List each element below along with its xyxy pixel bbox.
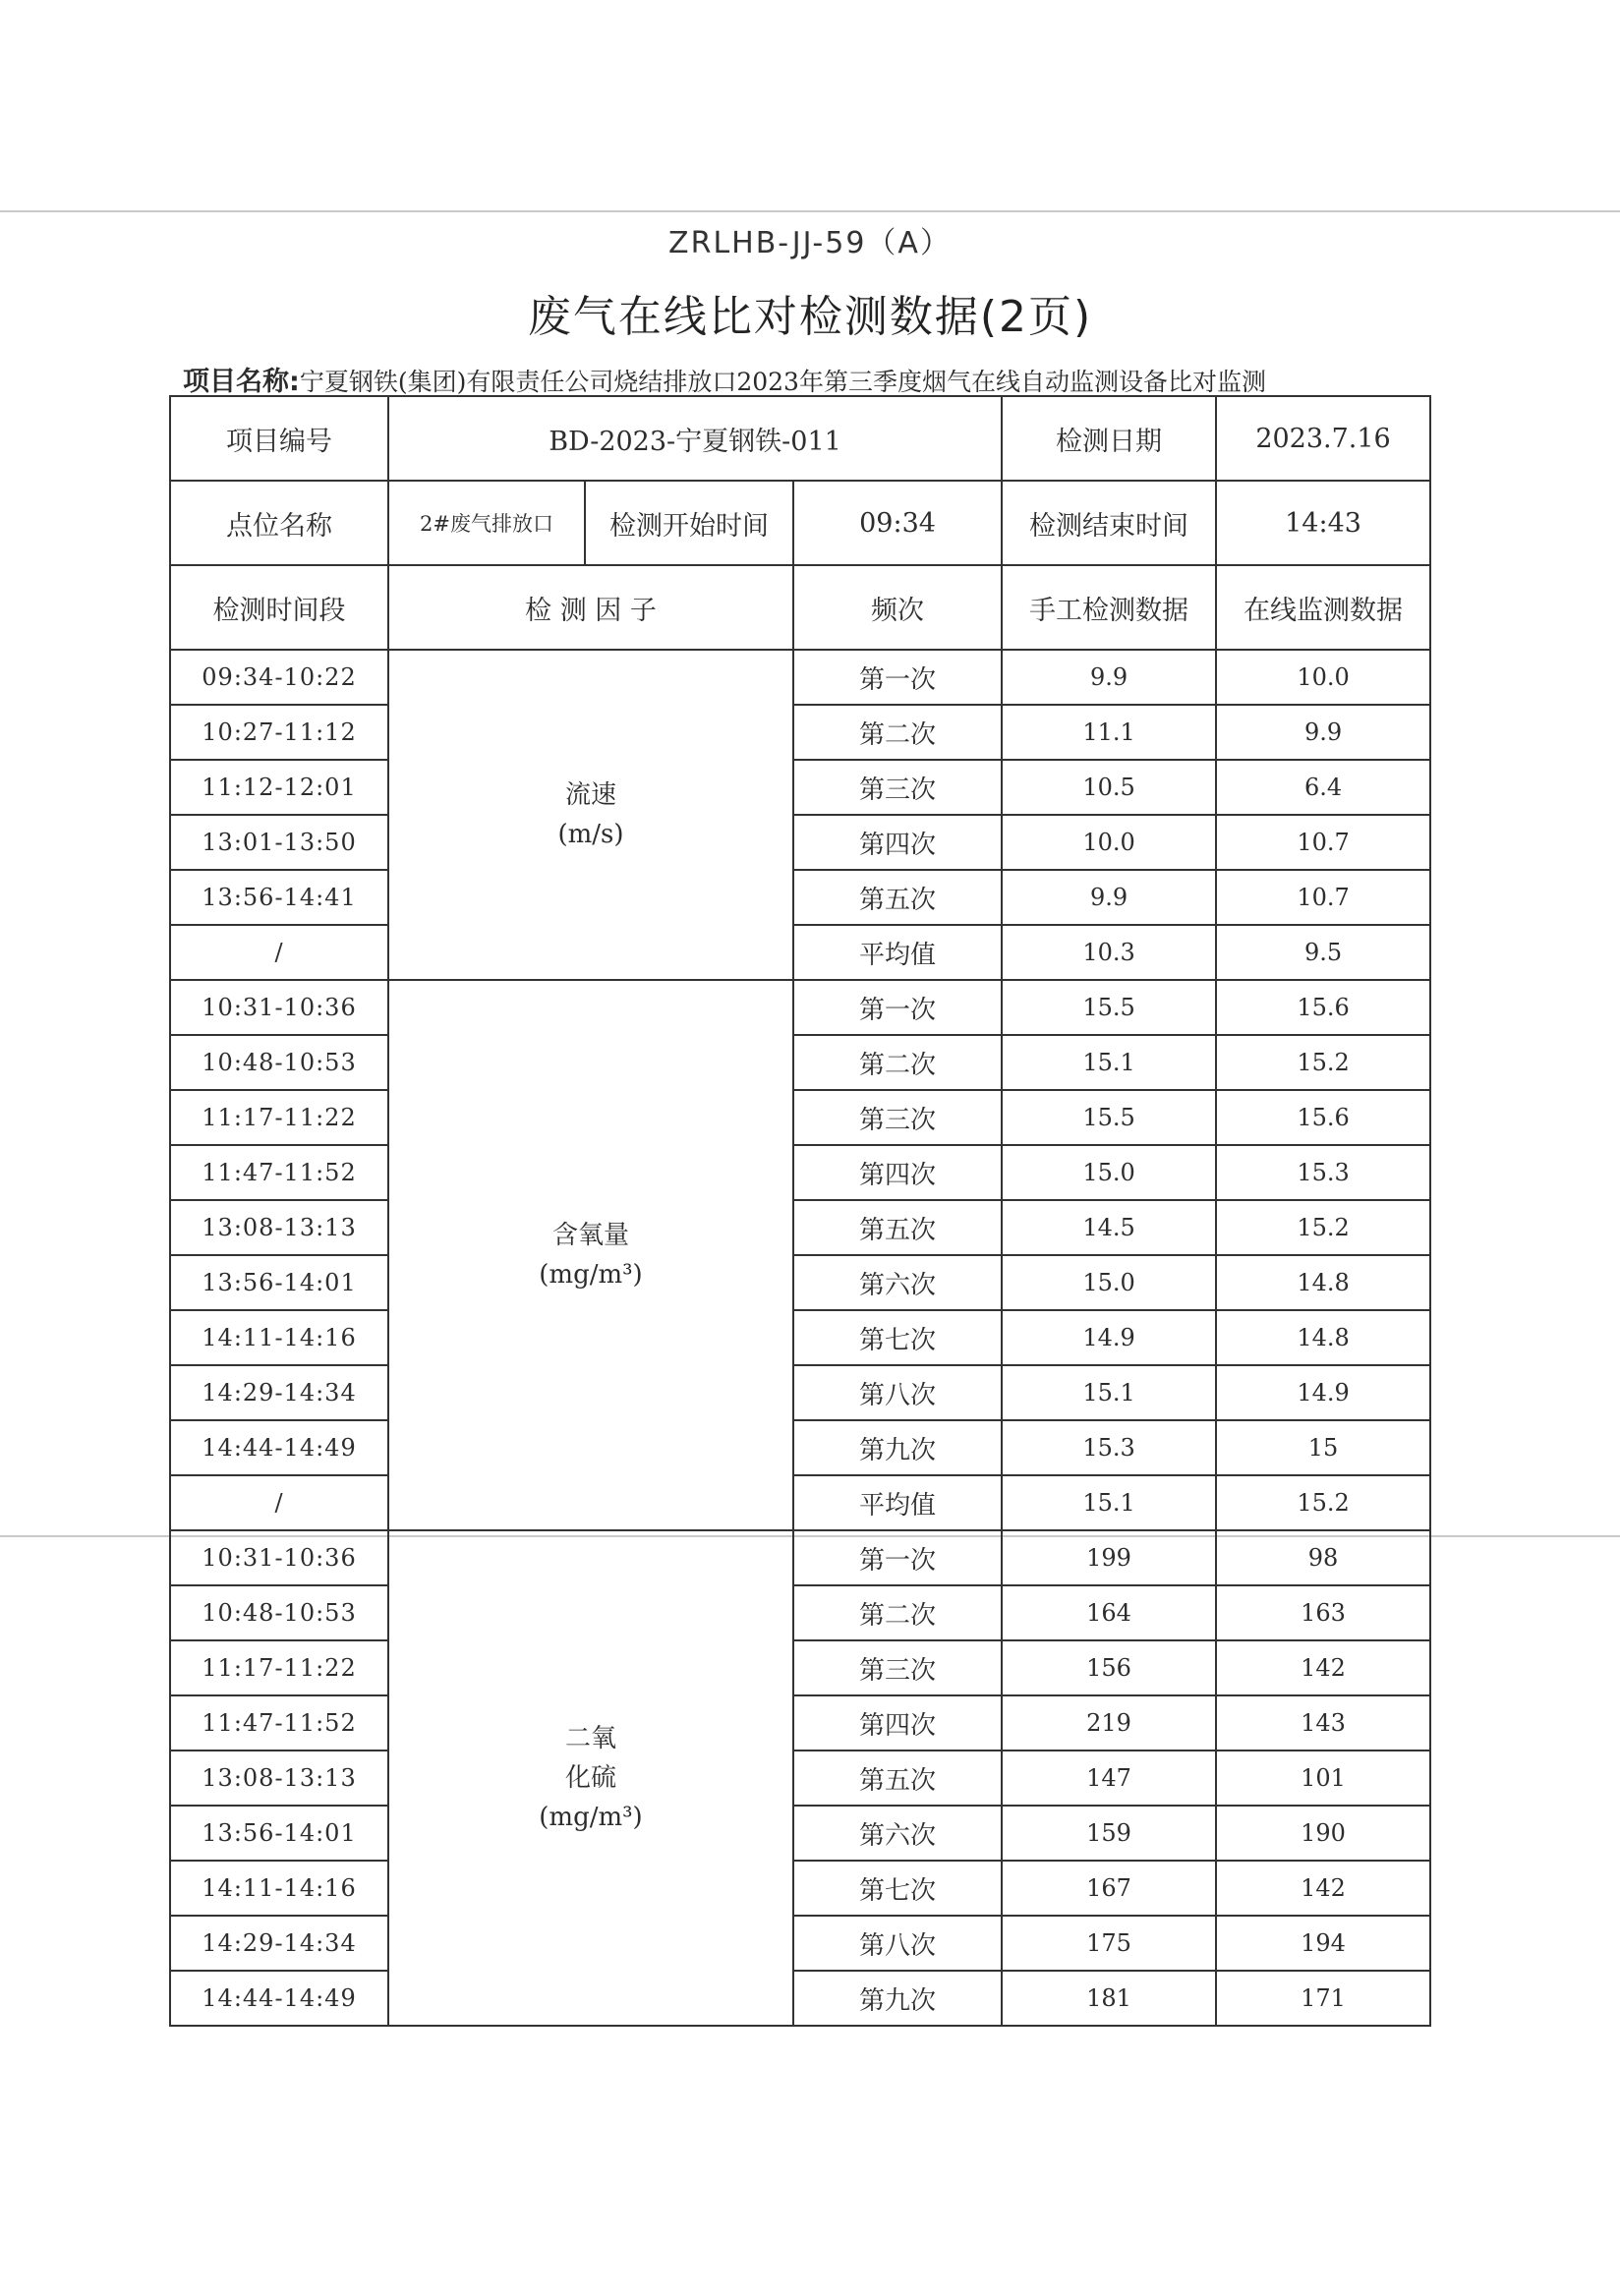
online-value-cell: 142	[1216, 1861, 1430, 1916]
table-row	[170, 1695, 1430, 1751]
table-row	[170, 1255, 1430, 1310]
period-cell: 11:17-11:22	[170, 1090, 388, 1145]
manual-value-cell: 147	[1002, 1751, 1216, 1806]
project-line	[183, 360, 1266, 398]
online-value-cell: 10.0	[1216, 650, 1430, 705]
frequency-cell: 第五次	[793, 1751, 1002, 1806]
online-value-cell: 14.8	[1216, 1255, 1430, 1310]
date-value: 2023.7.16	[1216, 396, 1430, 481]
manual-value-cell: 9.9	[1002, 650, 1216, 705]
online-value-cell: 15.3	[1216, 1145, 1430, 1200]
factor-name: 二氧化硫	[564, 1724, 616, 1793]
period-cell: 13:56-14:01	[170, 1255, 388, 1310]
online-value-cell: 14.9	[1216, 1365, 1430, 1420]
manual-value-cell: 11.1	[1002, 705, 1216, 760]
online-value-cell: 6.4	[1216, 760, 1430, 815]
online-value-cell: 9.9	[1216, 705, 1430, 760]
manual-value-cell: 15.0	[1002, 1255, 1216, 1310]
frequency-cell: 第一次	[793, 980, 1002, 1035]
factor-cell	[388, 980, 793, 1530]
table-row	[170, 1916, 1430, 1971]
period-cell: 11:12-12:01	[170, 760, 388, 815]
end-label: 检测结束时间	[1002, 481, 1216, 565]
document-code: ZRLHB-JJ-59（A）	[668, 226, 952, 260]
period-cell: 13:08-13:13	[170, 1751, 388, 1806]
manual-value-cell: 15.1	[1002, 1365, 1216, 1420]
table-row	[170, 1751, 1430, 1806]
table-row	[170, 1861, 1430, 1916]
frequency-cell: 第三次	[793, 1090, 1002, 1145]
point-label: 点位名称	[170, 481, 388, 565]
table-row	[170, 1145, 1430, 1200]
online-value-cell: 15.6	[1216, 1090, 1430, 1145]
frequency-cell: 第一次	[793, 650, 1002, 705]
period-cell: 09:34-10:22	[170, 650, 388, 705]
table-row	[170, 1420, 1430, 1475]
manual-value-cell: 10.0	[1002, 815, 1216, 870]
period-cell: 14:11-14:16	[170, 1310, 388, 1365]
table-row	[170, 870, 1430, 925]
manual-value-cell: 199	[1002, 1530, 1216, 1585]
frequency-cell: 第七次	[793, 1861, 1002, 1916]
point-value: 2#废气排放口	[388, 481, 585, 565]
project-no-label: 项目编号	[170, 396, 388, 481]
period-cell: 10:48-10:53	[170, 1035, 388, 1090]
manual-value-cell: 219	[1002, 1695, 1216, 1751]
manual-value-cell: 10.3	[1002, 925, 1216, 980]
frequency-cell: 第一次	[793, 1530, 1002, 1585]
manual-value-cell: 15.1	[1002, 1035, 1216, 1090]
end-value: 14:43	[1216, 481, 1430, 565]
manual-value-cell: 15.5	[1002, 980, 1216, 1035]
table-row	[170, 1200, 1430, 1255]
frequency-cell: 第四次	[793, 1145, 1002, 1200]
frequency-cell: 平均值	[793, 1475, 1002, 1530]
table-row	[170, 980, 1430, 1035]
manual-value-cell: 156	[1002, 1640, 1216, 1695]
factor-unit: (mg/m³)	[539, 1803, 643, 1832]
manual-value-cell: 167	[1002, 1861, 1216, 1916]
factor-unit: (mg/m³)	[539, 1260, 643, 1290]
factor-name: 流速	[564, 780, 616, 810]
header-row-columns	[170, 565, 1430, 650]
table-row	[170, 650, 1430, 705]
project-no-value: BD-2023-宁夏钢铁-011	[388, 396, 1002, 481]
frequency-cell: 第四次	[793, 815, 1002, 870]
manual-value-cell: 10.5	[1002, 760, 1216, 815]
period-cell: 14:29-14:34	[170, 1365, 388, 1420]
table-row	[170, 1310, 1430, 1365]
factor-unit: (m/s)	[557, 820, 624, 849]
period-cell: 13:01-13:50	[170, 815, 388, 870]
frequency-cell: 第八次	[793, 1916, 1002, 1971]
col-factor: 检 测 因 子	[388, 565, 793, 650]
period-cell: 14:11-14:16	[170, 1861, 388, 1916]
frequency-cell: 第二次	[793, 705, 1002, 760]
col-online: 在线监测数据	[1216, 565, 1430, 650]
factor-cell	[388, 1530, 793, 2026]
online-value-cell: 15	[1216, 1420, 1430, 1475]
online-value-cell: 194	[1216, 1916, 1430, 1971]
frequency-cell: 第三次	[793, 760, 1002, 815]
frequency-cell: 第五次	[793, 1200, 1002, 1255]
frequency-cell: 第二次	[793, 1585, 1002, 1640]
manual-value-cell: 14.9	[1002, 1310, 1216, 1365]
manual-value-cell: 175	[1002, 1916, 1216, 1971]
date-label: 检测日期	[1002, 396, 1216, 481]
col-freq: 频次	[793, 565, 1002, 650]
factor-name: 含氧量	[551, 1221, 629, 1250]
manual-value-cell: 15.1	[1002, 1475, 1216, 1530]
manual-value-cell: 15.0	[1002, 1145, 1216, 1200]
table-row	[170, 1585, 1430, 1640]
period-cell: 10:31-10:36	[170, 1530, 388, 1585]
frequency-cell: 平均值	[793, 925, 1002, 980]
frequency-cell: 第七次	[793, 1310, 1002, 1365]
table-row	[170, 815, 1430, 870]
period-cell: 11:47-11:52	[170, 1145, 388, 1200]
project-value: 宁夏钢铁(集团)有限责任公司烧结排放口2023年第三季度烟气在线自动监测设备比对监测	[299, 368, 1266, 396]
factor-cell	[388, 650, 793, 980]
table-row	[170, 1365, 1430, 1420]
table-row	[170, 705, 1430, 760]
manual-value-cell: 164	[1002, 1585, 1216, 1640]
period-cell: 10:31-10:36	[170, 980, 388, 1035]
data-table	[169, 395, 1431, 2027]
online-value-cell: 15.6	[1216, 980, 1430, 1035]
online-value-cell: 9.5	[1216, 925, 1430, 980]
period-cell: 13:56-14:01	[170, 1806, 388, 1861]
frequency-cell: 第六次	[793, 1806, 1002, 1861]
col-period: 检测时间段	[170, 565, 388, 650]
period-cell: /	[170, 925, 388, 980]
frequency-cell: 第四次	[793, 1695, 1002, 1751]
page-title: 废气在线比对检测数据(2页)	[527, 292, 1093, 342]
table-row	[170, 1806, 1430, 1861]
online-value-cell: 15.2	[1216, 1200, 1430, 1255]
manual-value-cell: 14.5	[1002, 1200, 1216, 1255]
online-value-cell: 15.2	[1216, 1475, 1430, 1530]
start-value: 09:34	[793, 481, 1002, 565]
manual-value-cell: 15.3	[1002, 1420, 1216, 1475]
frequency-cell: 第六次	[793, 1255, 1002, 1310]
online-value-cell: 14.8	[1216, 1310, 1430, 1365]
period-cell: 11:47-11:52	[170, 1695, 388, 1751]
header-row-point	[170, 481, 1430, 565]
project-label: 项目名称:	[183, 367, 300, 397]
manual-value-cell: 9.9	[1002, 870, 1216, 925]
online-value-cell: 143	[1216, 1695, 1430, 1751]
frequency-cell: 第九次	[793, 1420, 1002, 1475]
frequency-cell: 第二次	[793, 1035, 1002, 1090]
table-row	[170, 1971, 1430, 2026]
table-row	[170, 1640, 1430, 1695]
online-value-cell: 190	[1216, 1806, 1430, 1861]
manual-value-cell: 181	[1002, 1971, 1216, 2026]
online-value-cell: 101	[1216, 1751, 1430, 1806]
table-row	[170, 1530, 1430, 1585]
frequency-cell: 第三次	[793, 1640, 1002, 1695]
period-cell: 14:44-14:49	[170, 1971, 388, 2026]
period-cell: 14:29-14:34	[170, 1916, 388, 1971]
online-value-cell: 10.7	[1216, 870, 1430, 925]
period-cell: 13:08-13:13	[170, 1200, 388, 1255]
table-row	[170, 925, 1430, 980]
frequency-cell: 第八次	[793, 1365, 1002, 1420]
online-value-cell: 163	[1216, 1585, 1430, 1640]
table-row	[170, 1475, 1430, 1530]
table-row	[170, 1035, 1430, 1090]
manual-value-cell: 159	[1002, 1806, 1216, 1861]
period-cell: 10:48-10:53	[170, 1585, 388, 1640]
table-row	[170, 1090, 1430, 1145]
online-value-cell: 15.2	[1216, 1035, 1430, 1090]
online-value-cell: 142	[1216, 1640, 1430, 1695]
manual-value-cell: 15.5	[1002, 1090, 1216, 1145]
online-value-cell: 171	[1216, 1971, 1430, 2026]
online-value-cell: 98	[1216, 1530, 1430, 1585]
start-label: 检测开始时间	[585, 481, 793, 565]
period-cell: 14:44-14:49	[170, 1420, 388, 1475]
period-cell: /	[170, 1475, 388, 1530]
period-cell: 11:17-11:22	[170, 1640, 388, 1695]
header-row-project	[170, 396, 1430, 481]
period-cell: 10:27-11:12	[170, 705, 388, 760]
frequency-cell: 第五次	[793, 870, 1002, 925]
online-value-cell: 10.7	[1216, 815, 1430, 870]
table-row	[170, 760, 1430, 815]
col-manual: 手工检测数据	[1002, 565, 1216, 650]
frequency-cell: 第九次	[793, 1971, 1002, 2026]
scan-line-top	[0, 210, 1620, 212]
period-cell: 13:56-14:41	[170, 870, 388, 925]
